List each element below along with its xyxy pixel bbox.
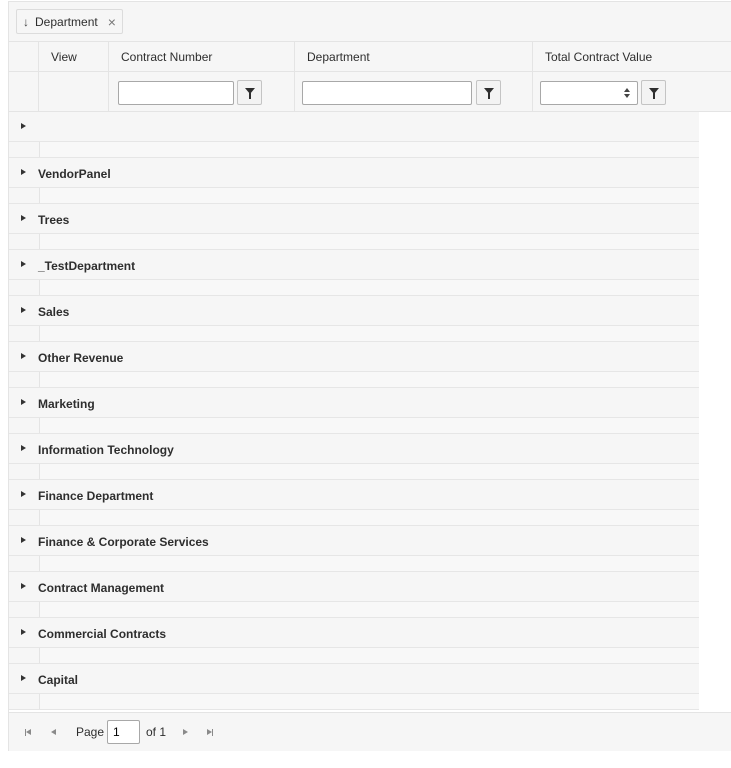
group-title: Information Technology [38, 443, 174, 457]
page-count-label: of 1 [146, 725, 167, 739]
expand-arrow-icon[interactable] [21, 169, 26, 175]
group-footer [9, 648, 699, 664]
header-view[interactable] [39, 42, 109, 71]
expand-arrow-icon[interactable] [21, 583, 26, 589]
group-chip-label: Department [35, 14, 98, 29]
group-title: Sales [38, 305, 70, 319]
expand-arrow-icon[interactable] [21, 123, 26, 129]
expand-arrow-icon[interactable] [21, 537, 26, 543]
filter-view-cell [39, 72, 109, 111]
previous-page-button[interactable] [47, 726, 59, 738]
page-label: Page [76, 725, 105, 739]
column-header-row [9, 42, 699, 72]
first-page-button[interactable] [22, 726, 34, 738]
contract-number-filter-button[interactable] [237, 80, 262, 105]
header-department-label: Department [307, 50, 370, 64]
group-footer [9, 280, 699, 296]
grid-body [9, 112, 699, 710]
header-scroll-spacer [699, 42, 731, 72]
filter-indent-cell [9, 72, 39, 111]
numeric-spinner[interactable] [618, 81, 636, 105]
group-row [9, 434, 699, 480]
group-title: Capital [38, 673, 79, 687]
group-footer [9, 694, 699, 710]
last-page-button[interactable] [204, 726, 216, 738]
group-footer [9, 464, 699, 480]
next-page-button[interactable] [179, 726, 191, 738]
group-row [9, 342, 699, 388]
expand-arrow-icon[interactable] [21, 629, 26, 635]
group-footer [9, 556, 699, 572]
next-page-icon [183, 729, 188, 735]
header-total-contract-value[interactable] [533, 42, 699, 71]
group-title: Finance & Corporate Services [38, 535, 209, 549]
group-footer [9, 418, 699, 434]
group-row [9, 526, 699, 572]
group-header [9, 296, 699, 326]
filter-row [9, 72, 699, 112]
group-header [9, 480, 699, 510]
expand-arrow-icon[interactable] [21, 445, 26, 451]
group-row [9, 250, 699, 296]
group-row [9, 572, 699, 618]
group-title: Commercial Contracts [38, 627, 167, 641]
filter-department-cell [295, 72, 533, 111]
previous-page-icon [51, 729, 56, 735]
group-header [9, 434, 699, 464]
group-footer [9, 142, 699, 158]
expand-arrow-icon[interactable] [21, 353, 26, 359]
page-number-input[interactable] [107, 720, 140, 744]
filter-contract-number-cell [109, 72, 295, 111]
remove-group-icon[interactable]: × [107, 13, 116, 30]
header-indent-cell [9, 42, 39, 71]
department-filter-input[interactable] [302, 81, 472, 105]
group-header [9, 250, 699, 280]
header-total-contract-value-label: Total Contract Value [545, 50, 653, 64]
group-footer [9, 372, 699, 388]
department-filter-button[interactable] [476, 80, 501, 105]
group-header [9, 158, 699, 188]
group-title: VendorPanel [38, 167, 111, 181]
group-title: _TestDepartment [38, 259, 136, 273]
group-chip-department[interactable] [16, 9, 123, 34]
group-footer [9, 510, 699, 526]
filter-total-contract-value-cell [533, 72, 699, 111]
expand-arrow-icon[interactable] [21, 307, 26, 313]
group-header [9, 526, 699, 556]
total-contract-value-filter-button[interactable] [641, 80, 666, 105]
group-header [9, 204, 699, 234]
group-row [9, 158, 699, 204]
filter-icon [649, 88, 659, 94]
group-row [9, 204, 699, 250]
group-row [9, 296, 699, 342]
group-header [9, 572, 699, 602]
group-row [9, 618, 699, 664]
group-row [9, 664, 699, 710]
group-title: Other Revenue [38, 351, 124, 365]
group-by-panel [9, 2, 731, 42]
filter-scroll-spacer [699, 72, 731, 112]
group-header [9, 618, 699, 648]
header-contract-number-label: Contract Number [121, 50, 213, 64]
increase-arrow-icon[interactable] [624, 88, 630, 92]
group-title: Marketing [38, 397, 95, 411]
expand-arrow-icon[interactable] [21, 491, 26, 497]
expand-arrow-icon[interactable] [21, 399, 26, 405]
expand-arrow-icon[interactable] [21, 261, 26, 267]
group-row [9, 480, 699, 526]
group-row [9, 388, 699, 434]
filter-icon [245, 88, 255, 94]
group-footer [9, 602, 699, 618]
group-title: Finance Department [38, 489, 154, 503]
pager [9, 712, 731, 751]
group-header [9, 112, 699, 142]
expand-arrow-icon[interactable] [21, 215, 26, 221]
data-grid [8, 1, 731, 751]
expand-arrow-icon[interactable] [21, 675, 26, 681]
group-title: Contract Management [38, 581, 165, 595]
filter-icon [484, 88, 494, 94]
group-title: Trees [38, 213, 70, 227]
header-department[interactable] [295, 42, 533, 71]
group-row [9, 112, 699, 158]
group-header [9, 342, 699, 372]
sort-descending-icon[interactable]: ↓ [23, 14, 29, 29]
header-view-label: View [51, 50, 77, 64]
group-footer [9, 326, 699, 342]
contract-number-filter-input[interactable] [118, 81, 234, 105]
group-header [9, 664, 699, 694]
group-header [9, 388, 699, 418]
group-footer [9, 234, 699, 250]
group-footer [9, 188, 699, 204]
decrease-arrow-icon[interactable] [624, 94, 630, 98]
header-contract-number[interactable] [109, 42, 295, 71]
